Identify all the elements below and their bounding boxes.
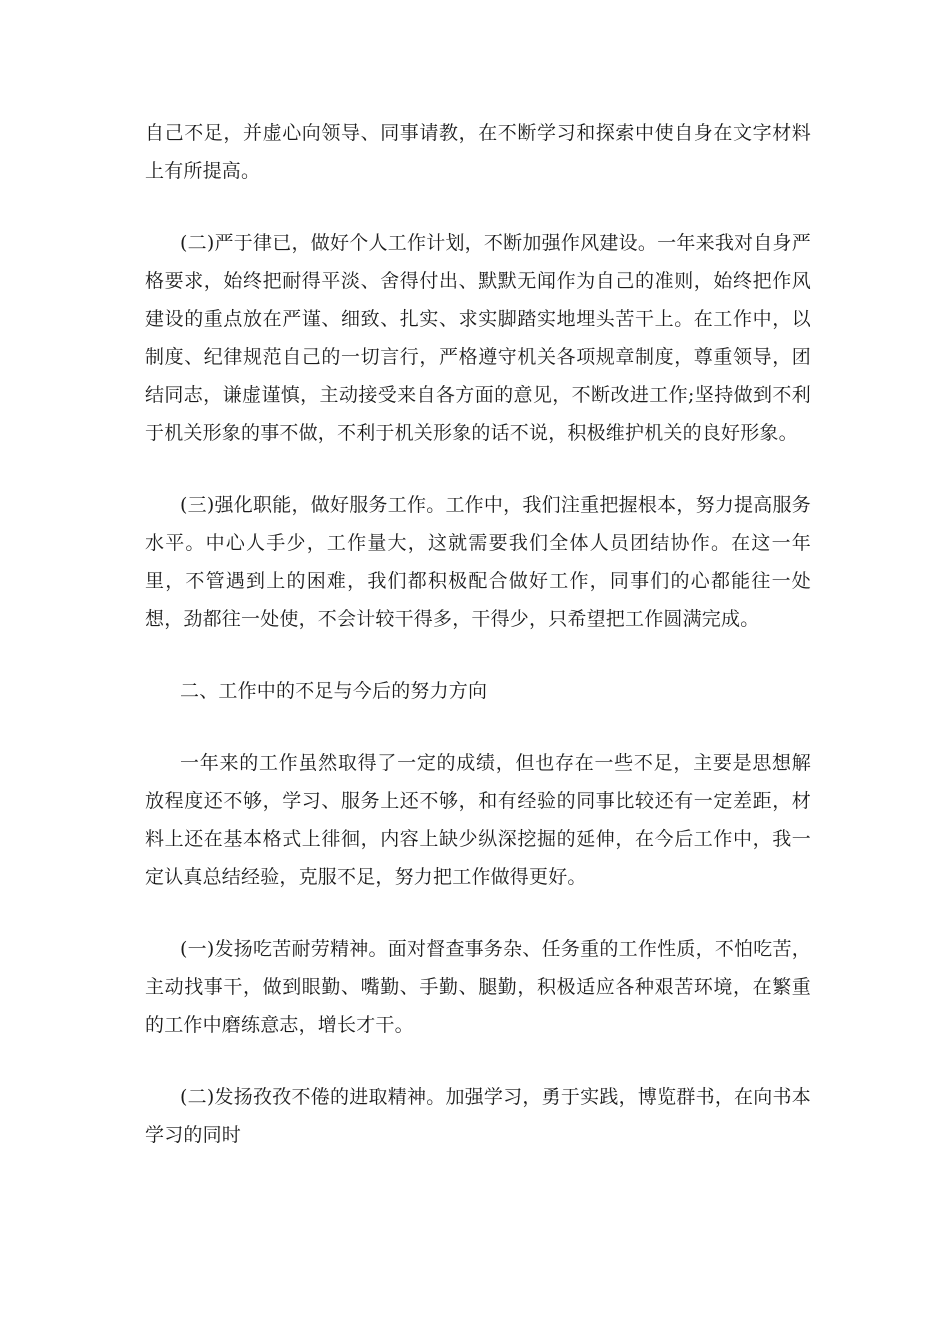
paragraph-enterprising-spirit: (二)发扬孜孜不倦的进取精神。加强学习，勇于实践，博览群书，在向书本学习的同时: [145, 1086, 811, 1146]
paragraph-continuation: 自己不足，并虚心向领导、同事请教，在不断学习和探索中使自身在文字材料上有所提高。: [145, 122, 811, 182]
paragraph-self-discipline: (二)严于律已，做好个人工作计划，不断加强作风建设。一年来我对自身严格要求，始终把耐得平淡、舍得付出、默默无闻作为自己的准则，始终把作风建设的重点放在严谨、细致、扎实、求实脚踏实地埋头苦干上。在工作中，以制度、纪律规范自己的一切言行，严格遵守机关各项规章制度，尊重领导，团结同志，谦虚谨慎，主动接受来自各方面的意见，不断改进工作;坚持做到不利于机关形象的事不做，不利于机关形象的话不说，积极维护机关的良好形象。: [145, 232, 811, 444]
section-heading: 二、工作中的不足与今后的努力方向: [180, 680, 488, 702]
paragraph-shortcomings: 一年来的工作虽然取得了一定的成绩，但也存在一些不足，主要是思想解放程度还不够，学习、服务上还不够，和有经验的同事比较还有一定差距，材料上还在基本格式上徘徊，内容上缺少纵深挖掘的延伸，在今后工作中，我一定认真总结经验，克服不足，努力把工作做得更好。: [145, 752, 811, 888]
paragraph-service-work: (三)强化职能，做好服务工作。工作中，我们注重把握根本，努力提高服务水平。中心人手少，工作量大，这就需要我们全体人员团结协作。在这一年里，不管遇到上的困难，我们都积极配合做好工作，同事们的心都能往一处想，劲都往一处使，不会计较干得多，干得少，只希望把工作圆满完成。: [145, 494, 811, 630]
document-page: [145, 114, 811, 1154]
paragraph-hard-work: (一)发扬吃苦耐劳精神。面对督查事务杂、任务重的工作性质，不怕吃苦，主动找事干，做到眼勤、嘴勤、手勤、腿勤，积极适应各种艰苦环境，在繁重的工作中磨练意志，增长才干。: [145, 938, 811, 1036]
